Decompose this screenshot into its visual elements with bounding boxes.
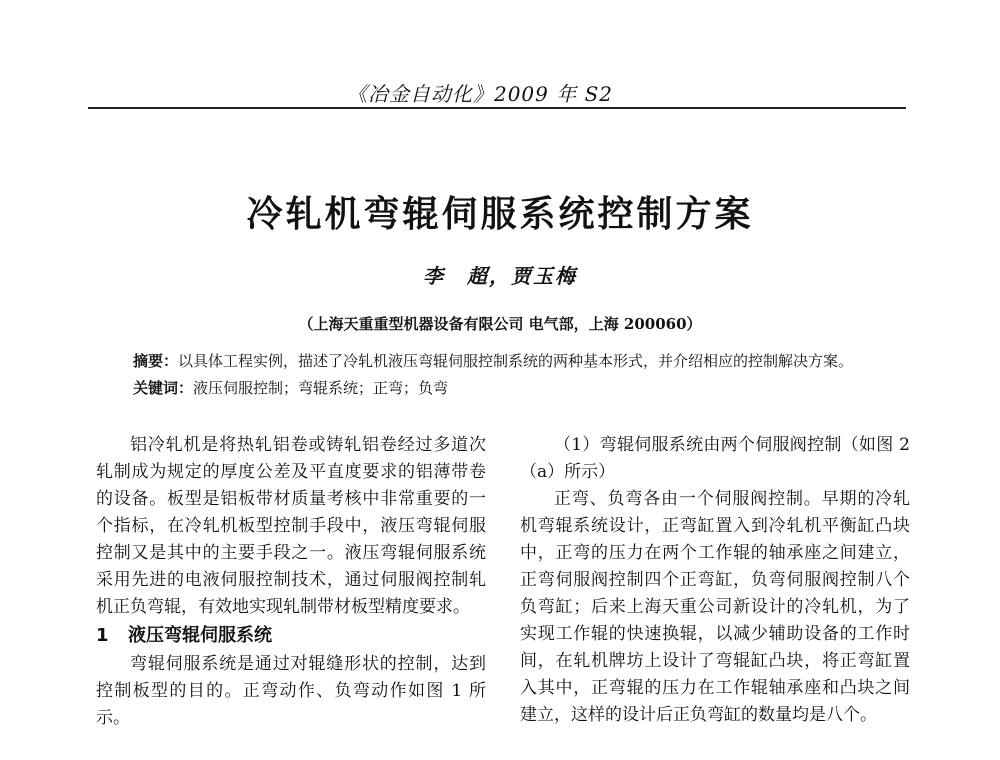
section-paragraph: 弯辊伺服系统是通过对辊缝形状的控制，达到控制板型的目的。正弯动作、负弯动作如图 1 所示。 [96,654,486,728]
right-paragraph-2: 正弯、负弯各由一个伺服阀控制。早期的冷轧机弯辊系统设计，正弯缸置入到冷轧机平衡缸凸块中，正弯的压力在两个工作辊的轴承座之间建立，正弯伺服阀控制四个正弯缸，负弯伺服阀控制八个负弯缸；后来上海天重公司新设计的冷轧机，为了实现工作辊的快速换辊，以减少辅助设备的工作时间，在轧机牌坊上设计了弯辊缸凸块，将正弯缸置入其中，正弯辊的压力在工作辊轴承座和凸块之间建立，这样的设计后正负弯缸的数量均是八个。 [520,489,910,725]
keywords [133,377,913,398]
abstract-label: 摘要： [133,352,179,370]
paper-title: 冷轧机弯辊伺服系统控制方案 [246,194,754,235]
authors: 李 超，贾玉梅 [423,264,577,288]
left-column [96,432,486,732]
right-paragraph-1: （1）弯辊伺服系统由两个伺服阀控制（如图 2（a）所示） [520,435,910,482]
header-rule [88,107,906,109]
intro-paragraph: 铝冷轧机是将热轧铝卷或铸轧铝卷经过多道次轧制成为规定的厚度公差及平直度要求的铝薄带卷的设备。板型是铝板带材质量考核中非常重要的一个指标，在冷轧机板型控制手段中，液压弯辊伺服控制又是其中的主要手段之一。液压弯辊伺服系统采用先进的电液伺服控制技术，通过伺服阀控制轧机正负弯辊，有效地实现轧制带材板型精度要求。 [96,435,486,617]
affiliation: （上海天重重型机器设备有限公司 电气部，上海 200060） [298,315,702,333]
keywords-text: 液压伺服控制；弯辊系统；正弯；负弯 [193,379,449,397]
section-title: 液压弯辊伺服系统 [128,625,272,646]
keywords-label: 关键词： [133,379,194,397]
abstract-text: 以具体工程实例，描述了冷轧机液压弯辊伺服控制系统的两种基本形式，并介绍相应的控制解决方案。 [178,352,854,370]
journal-header: 《冶金自动化》2009 年 S2 [346,82,614,106]
section-heading [96,621,486,651]
section-number: 1 [96,625,109,646]
abstract [133,350,913,371]
right-column [520,432,910,729]
